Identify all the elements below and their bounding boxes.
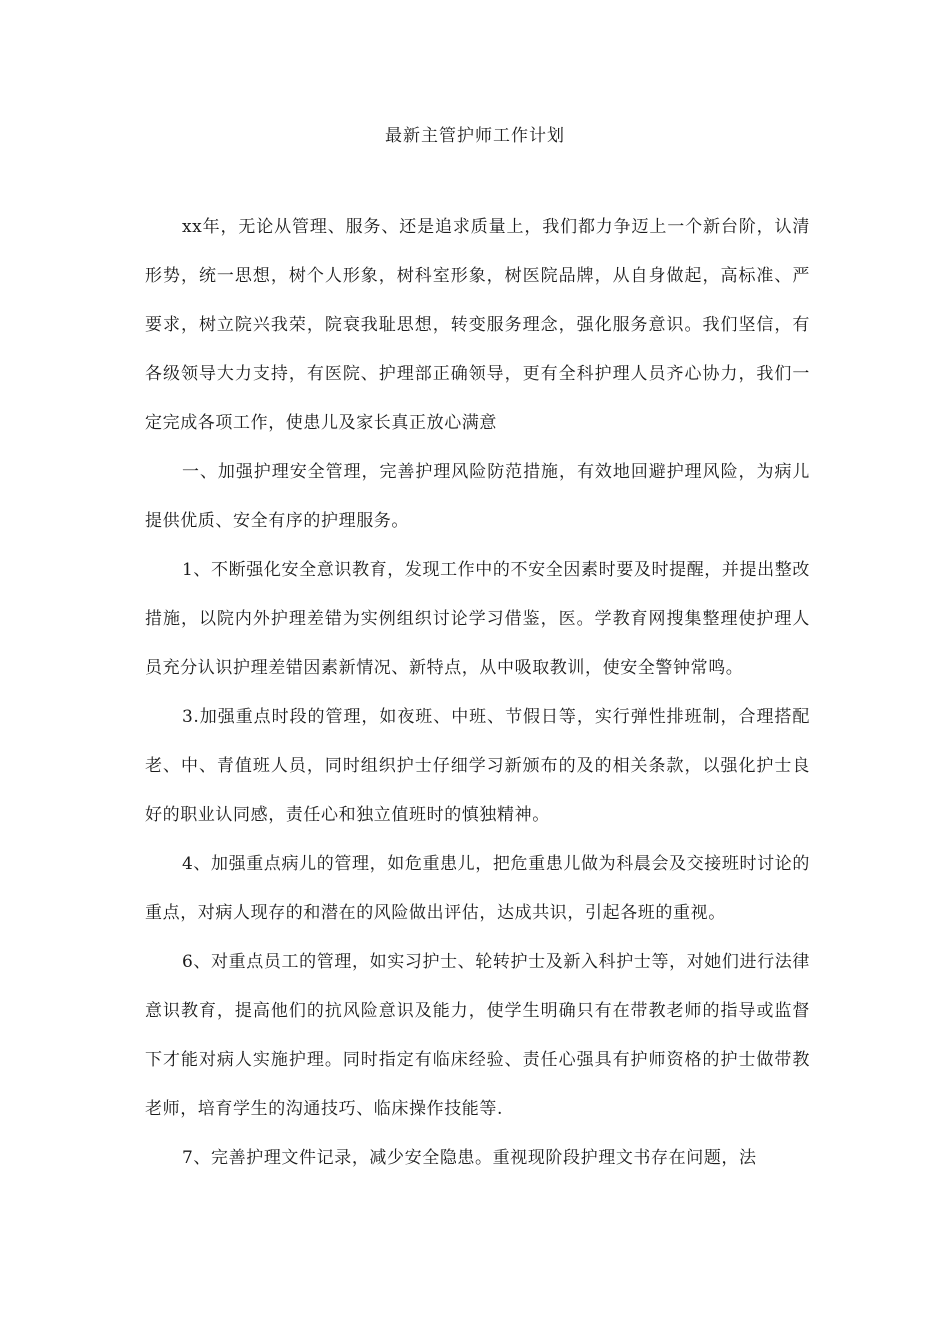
paragraph-item-3: 3.加强重点时段的管理，如夜班、中班、节假日等，实行弹性排班制，合理搭配老、中、青值班人员，同时组织护士仔细学习新颁布的及的相关条款，以强化护士良好的职业认同感，责任心和独立值班时的慎独精神。 bbox=[145, 707, 810, 825]
paragraph-item-6: 6、对重点员工的管理，如实习护士、轮转护士及新入科护士等，对她们进行法律意识教育，提高他们的抗风险意识及能力，使学生明确只有在带教老师的指导或监督下才能对病人实施护理。同时指定有临床经验、责任心强具有护师资格的护士做带教老师，培育学生的沟通技巧、临床操作技能等. bbox=[145, 952, 810, 1119]
document-body bbox=[145, 203, 810, 1183]
document-title: 最新主管护师工作计划 bbox=[385, 126, 565, 146]
paragraph-item-1: 1、不断强化安全意识教育，发现工作中的不安全因素时要及时提醒，并提出整改措施，以院内外护理差错为实例组织讨论学习借鉴，医。学教育网搜集整理使护理人员充分认识护理差错因素新情况、新特点，从中吸取教训，使安全警钟常鸣。 bbox=[145, 560, 810, 678]
paragraph-item-7: 7、完善护理文件记录，减少安全隐患。重视现阶段护理文书存在问题，法 bbox=[182, 1148, 757, 1168]
paragraph-section-1: 一、加强护理安全管理，完善护理风险防范措施，有效地回避护理风险，为病儿提供优质、安全有序的护理服务。 bbox=[145, 462, 810, 531]
paragraph-intro: xx年，无论从管理、服务、还是追求质量上，我们都力争迈上一个新台阶，认清形势，统一思想，树个人形象，树科室形象，树医院品牌，从自身做起，高标准、严要求，树立院兴我荣，院衰我耻思想，转变服务理念，强化服务意识。我们坚信，有各级领导大力支持，有医院、护理部正确领导，更有全科护理人员齐心协力，我们一定完成各项工作，使患儿及家长真正放心满意 bbox=[145, 217, 810, 433]
paragraph-item-4: 4、加强重点病儿的管理，如危重患儿，把危重患儿做为科晨会及交接班时讨论的重点，对病人现存的和潜在的风险做出评估，达成共识，引起各班的重视。 bbox=[145, 854, 810, 923]
